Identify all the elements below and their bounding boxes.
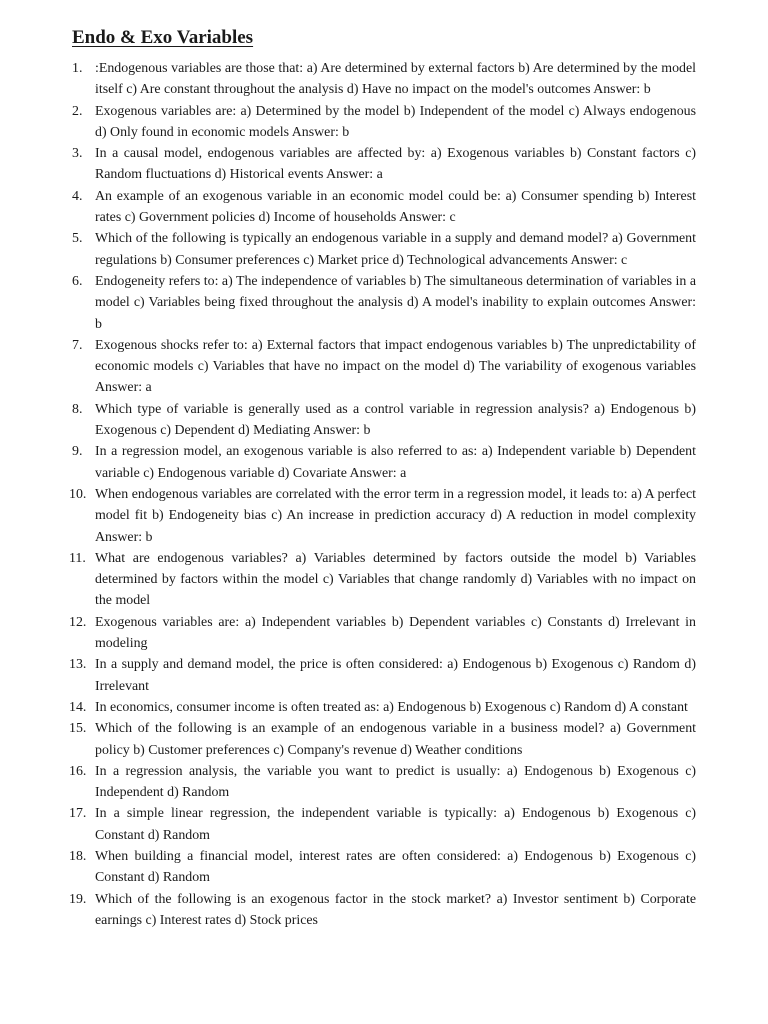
question-item: [69, 654, 696, 697]
question-number: 4.: [72, 188, 83, 204]
question-text: Which of the following is typically an endogenous variable in a supply and demand model? a) Government regulations b) Consumer preferences c) Market price d) Technological advancements Answer: c: [95, 231, 696, 268]
question-text: Exogenous shocks refer to: a) External factors that impact endogenous variables b) The unpredictability of economic models c) Variables that have no impact on the model d) The variability of exogenous variables Answer: a: [95, 337, 696, 396]
question-text: In a simple linear regression, the independent variable is typically: a) Endogenous b) Exogenous c) Constant d) Random: [95, 806, 696, 843]
question-number: 2.: [72, 103, 83, 119]
question-text: An example of an exogenous variable in an economic model could be: a) Consumer spending b) Interest rates c) Government policies d) Income of households Answer: c: [95, 188, 696, 226]
question-number: 13.: [69, 657, 87, 673]
question-item: [72, 441, 696, 484]
question-number: 5.: [72, 231, 83, 247]
question-item: [69, 761, 696, 804]
question-number: 10.: [69, 486, 87, 502]
question-number: 11.: [69, 550, 86, 566]
question-item: [72, 228, 696, 271]
document-page: [69, 26, 696, 931]
question-item: [69, 718, 696, 761]
question-number: 6.: [72, 273, 83, 289]
question-item: [72, 143, 696, 186]
question-number: 1.: [72, 61, 83, 76]
question-number: 3.: [72, 146, 83, 162]
question-text: Which of the following is an example of an endogenous variable in a business model? a) Government policy b) Customer preferences c) Company's revenue d) Weather conditions: [95, 721, 696, 758]
question-text: Which of the following is an exogenous factor in the stock market? a) Investor sentiment b) Corporate earnings c) Interest rates d) Stock prices: [95, 891, 696, 928]
question-list: [69, 58, 696, 931]
question-text: Exogenous variables are: a) Determined by the model b) Independent of the model c) Always endogenous d) Only found in economic models Answer: b: [95, 103, 696, 140]
question-item: [72, 399, 696, 442]
question-text: In economics, consumer income is often treated as: a) Endogenous b) Exogenous c) Random d) A constant: [95, 699, 688, 715]
question-text: When building a financial model, interest rates are often considered: a) Endogenous b) Exogenous c) Constant d) Random: [95, 848, 696, 886]
question-item: [69, 889, 696, 932]
question-item: [72, 186, 696, 229]
question-number: 19.: [69, 891, 87, 907]
question-text: :Endogenous variables are those that: a) Are determined by external factors b) Are determined by the model itself c) Are constant throughout the analysis d) Have no impact on the model's outcomes Answer: b: [95, 61, 696, 98]
question-item: [72, 271, 696, 335]
question-item: [69, 803, 696, 846]
question-number: 18.: [69, 848, 87, 864]
question-item: [72, 101, 696, 144]
question-number: 14.: [69, 699, 87, 715]
question-text: In a regression analysis, the variable you want to predict is usually: a) Endogenous b) Exogenous c) Independent d) Random: [95, 763, 696, 801]
question-number: 8.: [72, 401, 83, 417]
question-number: 17.: [69, 806, 87, 822]
question-number: 7.: [72, 337, 83, 353]
question-number: 16.: [69, 763, 87, 779]
question-text: Which type of variable is generally used as a control variable in regression analysis? a) Endogenous b) Exogenous c) Dependent d) Mediating Answer: b: [95, 401, 696, 439]
question-number: 15.: [69, 721, 87, 737]
question-text: In a supply and demand model, the price is often considered: a) Endogenous b) Exogenous c) Random d) Irrelevant: [95, 657, 696, 694]
question-text: When endogenous variables are correlated with the error term in a regression model, it leads to: a) A perfect model fit b) Endogeneity bias c) An increase in prediction accuracy d) A reduction in model complexity Answer: b: [95, 486, 696, 545]
question-number: 12.: [69, 614, 87, 630]
question-item: [72, 58, 696, 101]
question-item: [72, 335, 696, 399]
question-item: [69, 697, 696, 718]
question-item: [69, 548, 696, 612]
question-number: 9.: [72, 444, 83, 460]
question-item: [69, 484, 696, 548]
question-text: Endogeneity refers to: a) The independence of variables b) The simultaneous determination of variables in a model c) Variables being fixed throughout the analysis d) A model's inability to explain outcomes Answer: b: [95, 273, 696, 332]
question-item: [69, 612, 696, 655]
question-text: In a regression model, an exogenous variable is also referred to as: a) Independent variable b) Dependent variable c) Endogenous variable d) Covariate Answer: a: [95, 444, 696, 481]
question-text: What are endogenous variables? a) Variables determined by factors outside the model b) Variables determined by factors within the model c) Variables that change randomly d) Variables with no impact on the model: [95, 550, 696, 609]
question-item: [69, 846, 696, 889]
question-text: Exogenous variables are: a) Independent variables b) Dependent variables c) Constants d) Irrelevant in modeling: [95, 614, 696, 652]
document-title: Endo & Exo Variables: [72, 27, 254, 48]
question-text: In a causal model, endogenous variables are affected by: a) Exogenous variables b) Constant factors c) Random fluctuations d) Historical events Answer: a: [95, 146, 696, 183]
